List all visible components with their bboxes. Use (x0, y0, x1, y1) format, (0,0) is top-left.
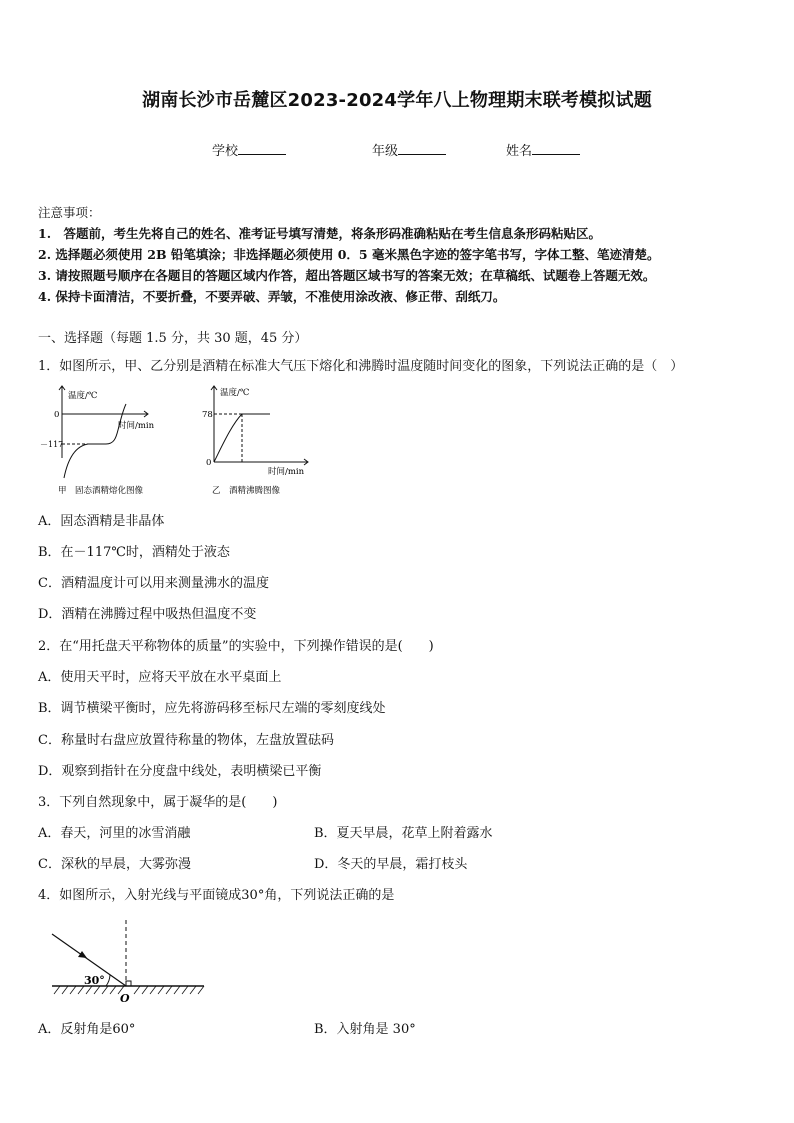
grade-label: 年级 (372, 144, 399, 159)
melting-graph-xlabel: 时间/min (118, 421, 155, 431)
q2-option-d[interactable]: D．观察到指针在分度盘中线处，表明横梁已平衡 (38, 764, 322, 779)
boiling-graph-caption: 乙 酒精沸腾图像 (212, 486, 281, 496)
notice-item: 1. 答题前，考生先将自己的姓名、准考证号填写清楚，将条形码准确粘贴在考生信息条形码粘贴区。 (38, 226, 602, 241)
notice-item: 4. 保持卡面清洁，不要折叠，不要弄破、弄皱，不准使用涂改液、修正带、刮纸刀。 (38, 289, 506, 304)
q4-option-a[interactable]: A．反射角是60° (38, 1022, 136, 1037)
melting-graph-figure (38, 380, 168, 500)
page-title: 湖南长沙市岳麓区2023-2024学年八上物理期末联考模拟试题 (142, 90, 652, 111)
grade-field (372, 140, 446, 159)
notice-heading: 注意事项： (38, 205, 101, 220)
q2-option-b[interactable]: B．调节横梁平衡时，应先将游码移至标尺左端的零刻度线处 (38, 701, 386, 716)
reflection-diagram-figure (44, 914, 214, 1006)
melting-graph-caption: 甲 固态酒精熔化图像 (58, 486, 144, 496)
notice-item: 3. 请按照题号顺序在各题目的答题区域内作答，超出答题区域书写的答案无效；在草稿纸、试题卷上答题无效。 (38, 268, 656, 283)
question-1-text: 1．如图所示，甲、乙分别是酒精在标准大气压下熔化和沸腾时温度随时间变化的图象，下列说法正确的是（ ） (38, 359, 684, 374)
boiling-graph-tick-78: 78 (202, 410, 213, 420)
q1-option-a[interactable]: A．固态酒精是非晶体 (38, 514, 165, 529)
question-3-text: 3．下列自然现象中，属于凝华的是( ) (38, 795, 278, 810)
melting-graph-ylabel: 温度/℃ (68, 391, 98, 401)
school-blank (238, 141, 286, 155)
name-label: 姓名 (506, 144, 533, 159)
q1-option-b[interactable]: B．在－117℃时，酒精处于液态 (38, 545, 230, 560)
q1-option-d[interactable]: D．酒精在沸腾过程中吸热但温度不变 (38, 607, 257, 622)
school-label: 学校 (212, 144, 239, 159)
name-field (506, 140, 580, 159)
notice-item: 2. 选择题必须使用 2B 铅笔填涂；非选择题必须使用 0．5 毫米黑色字迹的签字笔书写，字体工整、笔迹清楚。 (38, 247, 660, 262)
q2-option-a[interactable]: A．使用天平时，应将天平放在水平桌面上 (38, 670, 282, 685)
angle-30-label: 30° (84, 974, 105, 987)
q3-option-b[interactable]: B．夏天早晨，花草上附着露水 (314, 826, 493, 841)
section-heading: 一、选择题（每题 1.5 分，共 30 题，45 分） (38, 331, 308, 346)
grade-blank (398, 141, 446, 155)
name-blank (532, 141, 580, 155)
q2-option-c[interactable]: C．称量时右盘应放置待称量的物体，左盘放置砝码 (38, 733, 334, 748)
melting-graph-tick-neg117: －117 (40, 440, 64, 449)
melting-graph-tick-zero: 0 (54, 410, 60, 420)
q4-option-b[interactable]: B．入射角是 30° (314, 1022, 416, 1037)
q3-option-d[interactable]: D．冬天的早晨，霜打枝头 (314, 857, 468, 872)
question-2-text: 2．在“用托盘天平称物体的质量”的实验中，下列操作错误的是( ) (38, 639, 434, 654)
boiling-graph-tick-zero: 0 (206, 458, 212, 468)
q1-option-c[interactable]: C．酒精温度计可以用来测量沸水的温度 (38, 576, 269, 591)
boiling-graph-xlabel: 时间/min (268, 467, 305, 477)
boiling-graph-ylabel: 温度/℃ (220, 388, 250, 398)
school-field (212, 140, 286, 159)
point-o-label: O (120, 992, 130, 1005)
boiling-graph-figure (200, 380, 330, 500)
q3-option-c[interactable]: C．深秋的早晨，大雾弥漫 (38, 857, 191, 872)
q3-option-a[interactable]: A．春天，河里的冰雪消融 (38, 826, 191, 841)
question-4-text: 4．如图所示，入射光线与平面镜成30°角，下列说法正确的是 (38, 888, 395, 903)
